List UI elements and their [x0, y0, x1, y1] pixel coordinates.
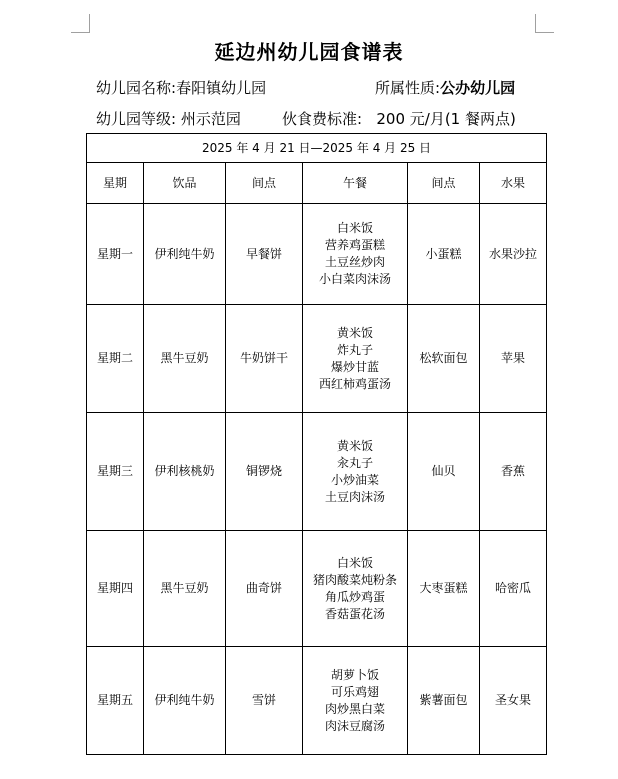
drink-cell: 伊利纯牛奶 [144, 647, 226, 755]
snack1-cell: 曲奇饼 [226, 531, 303, 647]
lunch-item: 角瓜炒鸡蛋 [324, 589, 385, 604]
lunch-item: 汆丸子 [336, 455, 373, 470]
fruit-cell: 香蕉 [480, 413, 547, 531]
drink-cell: 伊利核桃奶 [144, 413, 226, 531]
header-snack-1: 间点 [226, 163, 303, 204]
table-row [87, 204, 547, 305]
lunch-item: 白米饭 [336, 555, 373, 570]
drink-cell: 黑牛豆奶 [144, 305, 226, 413]
snack1-cell: 雪饼 [226, 647, 303, 755]
day-cell: 星期三 [87, 413, 144, 531]
snack1-cell: 牛奶饼干 [226, 305, 303, 413]
page-title: 延边州幼儿园食谱表 [214, 40, 404, 64]
snack2-cell: 大枣蛋糕 [408, 531, 480, 647]
header-row [87, 163, 547, 204]
table-row [87, 305, 547, 413]
kindergarten-nature-line [375, 77, 515, 98]
snack2-cell: 小蛋糕 [408, 204, 480, 305]
lunch-item: 可乐鸡翅 [330, 684, 379, 699]
lunch-item: 肉炒黑白菜 [324, 701, 385, 716]
lunch-item: 白米饭 [336, 221, 373, 235]
lunch-cell [303, 647, 408, 755]
kindergarten-name-value: 春阳镇幼儿园 [176, 79, 267, 97]
kindergarten-grade-value: 州示范园 [180, 110, 241, 128]
lunch-item: 土豆丝炒肉 [324, 255, 385, 269]
drink-cell: 伊利纯牛奶 [144, 204, 226, 305]
kindergarten-grade-line [96, 108, 241, 129]
page-corner-mark-left [71, 14, 90, 33]
snack1-cell: 铜锣烧 [226, 413, 303, 531]
snack2-cell: 紫薯面包 [408, 647, 480, 755]
meal-fee-line [282, 108, 516, 129]
date-range-cell: 2025 年 4 月 21 日—2025 年 4 月 25 日 [87, 134, 547, 163]
header-fruit: 水果 [480, 163, 547, 204]
lunch-item: 土豆肉沫汤 [324, 489, 385, 504]
lunch-item: 肉沫豆腐汤 [324, 718, 385, 733]
header-snack-2: 间点 [408, 163, 480, 204]
day-cell: 星期五 [87, 647, 144, 755]
kindergarten-nature-value: 公办幼儿园 [440, 79, 516, 97]
day-cell: 星期二 [87, 305, 144, 413]
lunch-item: 小炒油菜 [330, 472, 379, 487]
header-drink: 饮品 [144, 163, 226, 204]
header-lunch: 午餐 [303, 163, 408, 204]
day-cell: 星期一 [87, 204, 144, 305]
lunch-cell [303, 413, 408, 531]
lunch-cell [303, 305, 408, 413]
meal-fee-label: 伙食费标准: [282, 110, 363, 128]
kindergarten-grade-label: 幼儿园等级: [96, 110, 177, 128]
lunch-item: 西红柿鸡蛋汤 [318, 376, 391, 391]
fruit-cell: 水果沙拉 [480, 204, 547, 305]
lunch-item: 炸丸子 [336, 342, 373, 357]
lunch-item: 猪肉酸菜炖粉条 [312, 572, 397, 587]
lunch-item: 营养鸡蛋糕 [324, 238, 385, 252]
kindergarten-name-line [96, 77, 266, 98]
fruit-cell: 哈密瓜 [480, 531, 547, 647]
date-range-row [87, 134, 547, 163]
fruit-cell: 苹果 [480, 305, 547, 413]
lunch-item: 胡萝卜饭 [330, 667, 379, 682]
snack2-cell: 仙贝 [408, 413, 480, 531]
lunch-cell [303, 531, 408, 647]
lunch-cell [303, 204, 408, 305]
lunch-item: 黄米饭 [336, 438, 373, 453]
kindergarten-nature-label: 所属性质: [375, 79, 441, 97]
page-corner-mark-right [535, 14, 554, 33]
table-row [87, 647, 547, 755]
fruit-cell: 圣女果 [480, 647, 547, 755]
snack1-cell: 早餐饼 [226, 204, 303, 305]
table-row [87, 413, 547, 531]
lunch-item: 香菇蛋花汤 [324, 606, 385, 621]
kindergarten-name-label: 幼儿园名称: [96, 79, 177, 97]
lunch-item: 小白菜肉沫汤 [318, 272, 391, 286]
table-row [87, 531, 547, 647]
meal-fee-value: 200 元/月(1 餐两点) [376, 110, 516, 128]
snack2-cell: 松软面包 [408, 305, 480, 413]
day-cell: 星期四 [87, 531, 144, 647]
lunch-item: 爆炒甘蓝 [330, 359, 379, 374]
lunch-item: 黄米饭 [336, 325, 373, 340]
drink-cell: 黑牛豆奶 [144, 531, 226, 647]
header-day: 星期 [87, 163, 144, 204]
weekly-menu-table [86, 133, 547, 755]
